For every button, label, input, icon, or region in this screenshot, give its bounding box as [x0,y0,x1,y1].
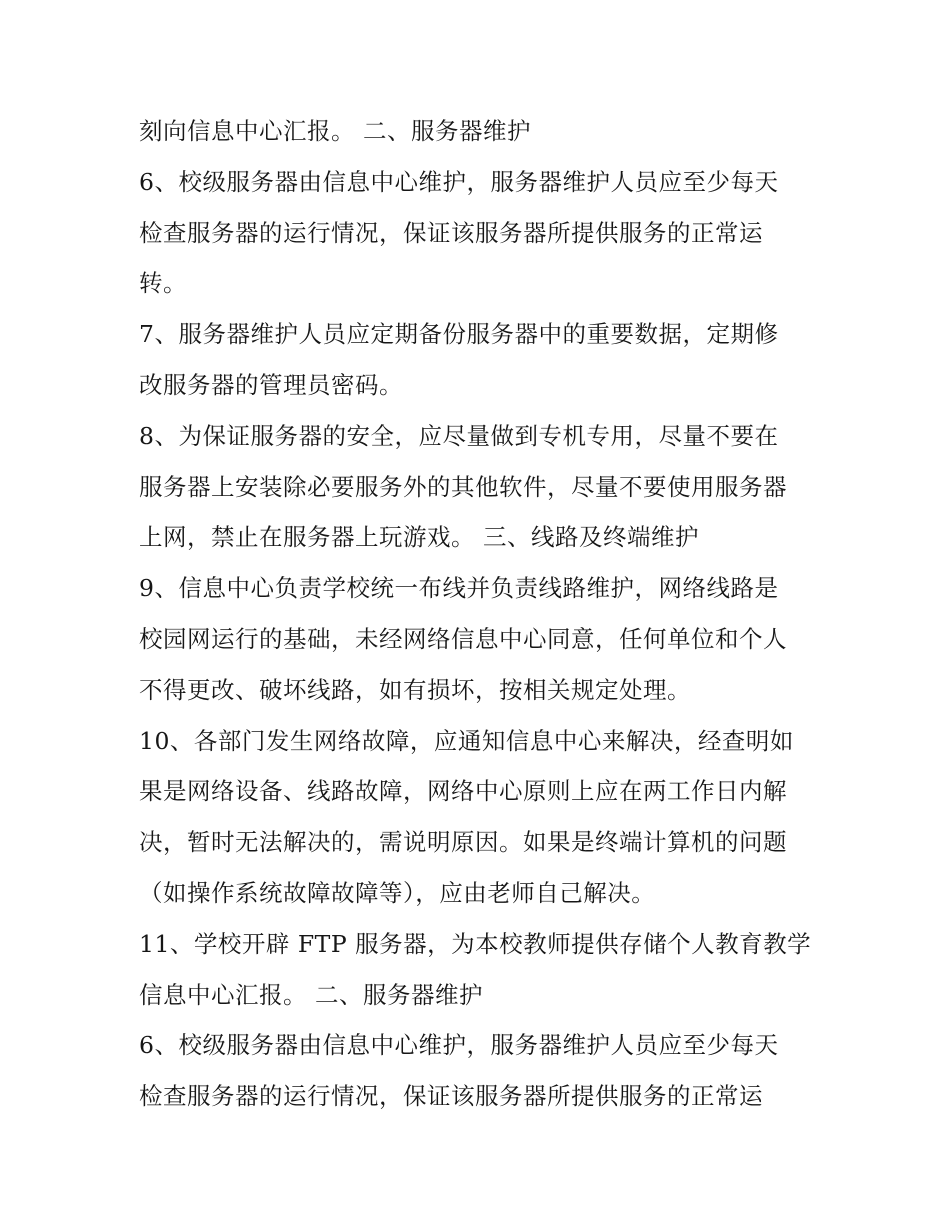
text-line: 校园网运行的基础，未经网络信息中心同意，任何单位和个人 [139,624,787,653]
text-line: 上网，禁止在服务器上玩游戏。 三、线路及终端维护 [139,523,699,552]
text-line: 检查服务器的运行情况，保证该服务器所提供服务的正常运 [139,218,763,247]
text-line: 服务器上安装除必要服务外的其他软件，尽量不要使用服务器 [139,472,787,501]
text-line: 10、各部门发生网络故障，应通知信息中心来解决，经查明如 [139,726,794,755]
document-body [139,106,829,1122]
text-line: 8、为保证服务器的安全，应尽量做到专机专用，尽量不要在 [139,421,779,450]
text-line: 6、校级服务器由信息中心维护，服务器维护人员应至少每天 [139,1031,779,1060]
text-line: 果是网络设备、线路故障，网络中心原则上应在两工作日内解 [139,777,787,806]
text-line: 检查服务器的运行情况，保证该服务器所提供服务的正常运 [139,1082,763,1111]
text-line: 刻向信息中心汇报。 二、服务器维护 [139,117,531,145]
text-line: 11、学校开辟 FTP 服务器，为本校教师提供存储个人教育教学 [139,929,812,958]
text-line: 6、校级服务器由信息中心维护，服务器维护人员应至少每天 [139,167,779,196]
text-line: 9、信息中心负责学校统一布线并负责线路维护，网络线路是 [139,574,779,603]
text-line: 不得更改、破坏线路，如有损坏，按相关规定处理。 [139,675,691,704]
text-line: 转。 [139,269,187,298]
text-line: 改服务器的管理员密码。 [139,370,403,399]
text-line: 7、服务器维护人员应定期备份服务器中的重要数据，定期修 [139,320,779,349]
text-line: （如操作系统故障故障等），应由老师自己解决。 [139,878,656,907]
text-line: 决，暂时无法解决的，需说明原因。如果是终端计算机的问题 [139,828,787,857]
text-line: 信息中心汇报。 二、服务器维护 [139,980,483,1009]
